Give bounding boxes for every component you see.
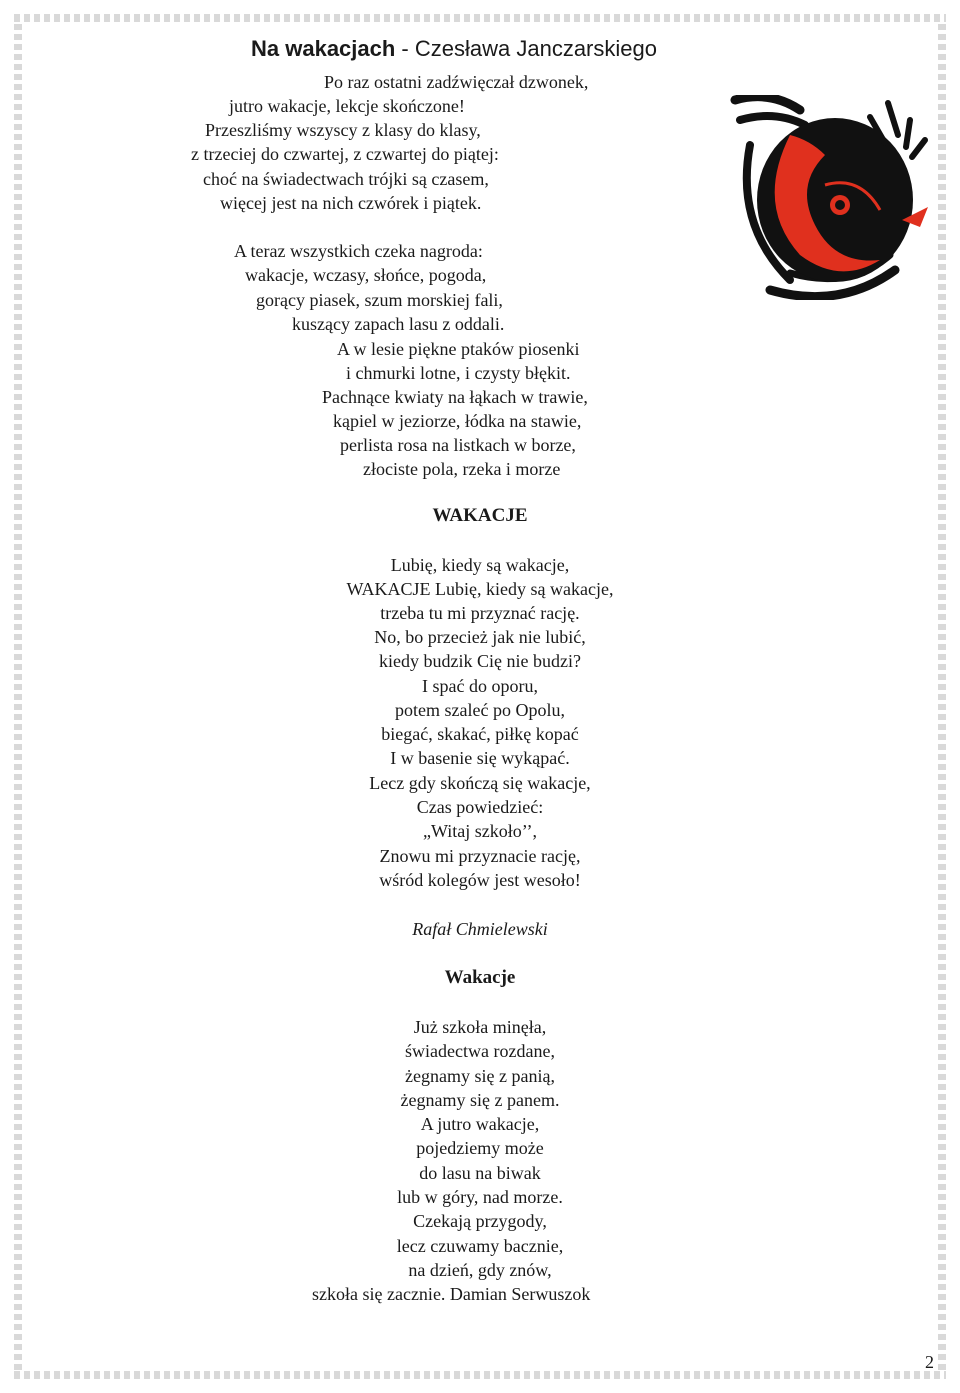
poem3-line: lecz czuwamy bacznie, [396, 1236, 564, 1256]
poem1-line: Po raz ostatni zadźwięczał dzwonek, [324, 72, 589, 92]
poem2-line: No, bo przecież jak nie lubić, [374, 627, 586, 647]
poem3-line: lub w góry, nad morze. [397, 1187, 563, 1207]
poem2-line: potem szaleć po Opolu, [395, 700, 565, 720]
poem1-line: gorący piasek, szum morskiej fali, [256, 290, 503, 310]
poem2-line: trzeba tu mi przyznać rację. [380, 603, 580, 623]
poem3-line: na dzień, gdy znów, [408, 1260, 552, 1280]
poem1-line: choć na świadectwach trójki są czasem, [203, 169, 489, 189]
poem1-line: Pachnące kwiaty na łąkach w trawie, [322, 387, 588, 407]
poem1-line: złociste pola, rzeka i morze [363, 459, 561, 479]
poem1-line: z trzeciej do czwartej, z czwartej do piątej: [191, 144, 499, 164]
poem2-line: kiedy budzik Cię nie budzi? [379, 651, 581, 671]
poem3-line: świadectwa rozdane, [405, 1041, 555, 1061]
poem2-author: Rafał Chmielewski [412, 919, 548, 939]
poem1-line: jutro wakacje, lekcje skończone! [229, 96, 465, 116]
poem2-line: WAKACJE Lubię, kiedy są wakacje, [346, 579, 614, 599]
poem2-line: Znowu mi przyznacie rację, [379, 846, 581, 866]
poem2-line: Lubię, kiedy są wakacje, [390, 555, 570, 575]
poem2-line: I w basenie się wykąpać. [390, 748, 570, 768]
school-bell-icon [730, 95, 930, 300]
poem2-line: wśród kolegów jest wesoło! [379, 870, 581, 890]
poem1-line: A w lesie piękne ptaków piosenki [337, 339, 580, 359]
poem3-line: do lasu na biwak [419, 1163, 541, 1183]
poem2-title: WAKACJE [432, 505, 528, 526]
poem3-line: żegnamy się z panem. [400, 1090, 560, 1110]
poem3-line: pojedziemy może [416, 1138, 544, 1158]
poem3-line: Czekają przygody, [413, 1211, 547, 1231]
poem1-line: wakacje, wczasy, słońce, pogoda, [245, 265, 487, 285]
title-rest: - Czesława Janczarskiego [395, 36, 657, 61]
page-title [251, 36, 657, 62]
poem3-line: szkoła się zacznie. Damian Serwuszok [312, 1284, 591, 1304]
poem1-line: kuszący zapach lasu z oddali. [292, 314, 505, 334]
page-number: 2 [925, 1352, 934, 1372]
poem2-line: biegać, skakać, piłkę kopać [381, 724, 579, 744]
poem3-line: Już szkoła minęła, [413, 1017, 547, 1037]
poem2-line: I spać do oporu, [422, 676, 538, 696]
poem2-line: Czas powiedzieć: [416, 797, 544, 817]
poem1-line: perlista rosa na listkach w borze, [340, 435, 576, 455]
poem3-line: żegnamy się z panią, [405, 1066, 555, 1086]
poem3-line: A jutro wakacje, [420, 1114, 540, 1134]
poem1-line: A teraz wszystkich czeka nagroda: [234, 241, 483, 261]
poem2-line: „Witaj szkoło’’, [423, 821, 537, 841]
poem1-line: Przeszliśmy wszyscy z klasy do klasy, [205, 120, 481, 140]
poem1-line: kąpiel w jeziorze, łódka na stawie, [333, 411, 582, 431]
title-bold: Na wakacjach [251, 36, 396, 61]
poem1-line: i chmurki lotne, i czysty błękit. [346, 363, 571, 383]
poem1-line: więcej jest na nich czwórek i piątek. [220, 193, 482, 213]
poem3-title: Wakacje [444, 967, 516, 988]
poem2-line: Lecz gdy skończą się wakacje, [369, 773, 591, 793]
